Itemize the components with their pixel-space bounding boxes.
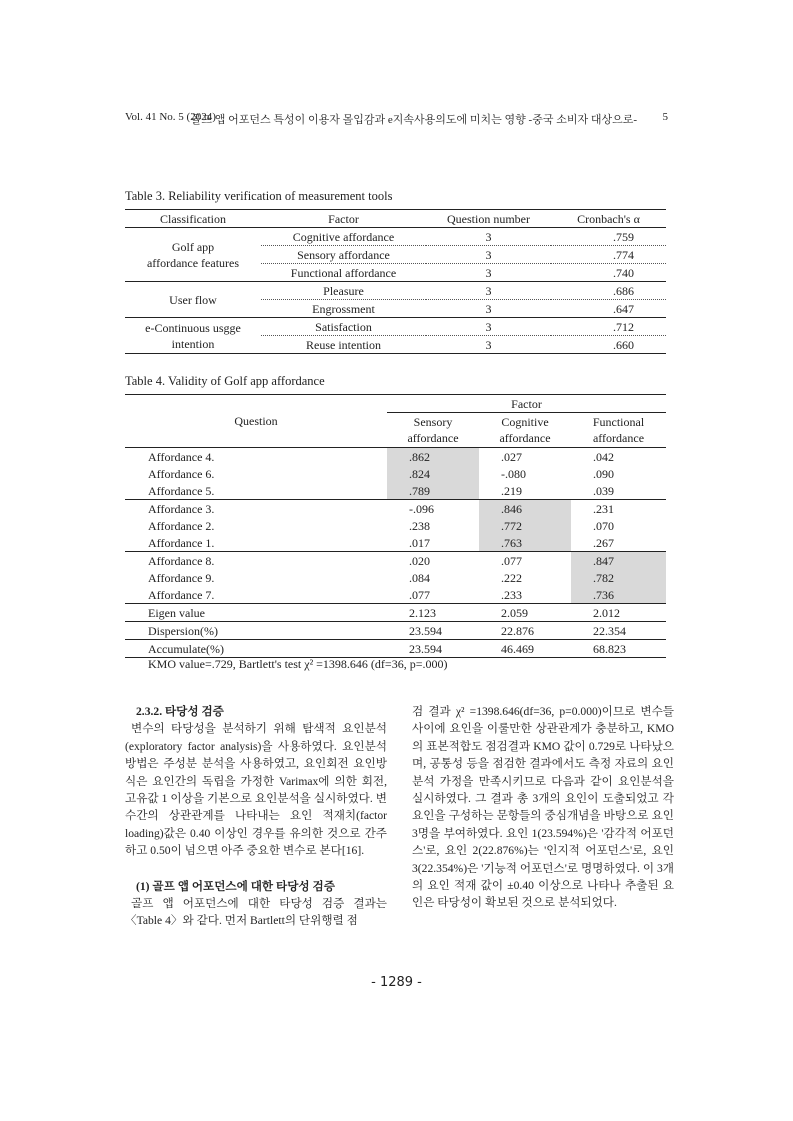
table4-loading: .077 bbox=[501, 553, 522, 568]
running-header-title: 골프 앱 어포던스 특성이 이용자 몰입감과 e지속사용의도에 미치는 영향 -중국 소비자 대상으로- bbox=[190, 114, 637, 126]
table4-summary-value: 22.876 bbox=[479, 622, 571, 640]
table3-factor: Engrossment bbox=[261, 300, 426, 318]
table3-alpha: .774 bbox=[551, 246, 666, 264]
table4-question: Affordance 1. bbox=[125, 534, 387, 552]
table4-summary-value: 46.469 bbox=[479, 640, 571, 658]
table4-column-header: Sensory affordance bbox=[387, 413, 479, 448]
table4-column-header: Cognitive affordance bbox=[479, 413, 571, 448]
table-row bbox=[125, 534, 666, 552]
table4-question: Affordance 3. bbox=[148, 501, 215, 516]
table-row bbox=[125, 465, 666, 482]
table4-factor-header: Factor bbox=[387, 395, 666, 413]
table4-loading: .219 bbox=[479, 482, 571, 500]
table4-loading: .824 bbox=[387, 465, 479, 482]
table4-column-header: Functional affordance bbox=[571, 413, 666, 448]
table4-question-header: Question bbox=[125, 395, 387, 448]
body-paragraph: 골프 앱 어포던스에 대한 타당성 검증 결과는 〈Table 4〉와 같다. 먼저 Bartlett의 단위행렬 점 bbox=[125, 897, 387, 928]
table4-summary-label: Dispersion(%) bbox=[125, 622, 387, 640]
section-heading: 2.3.2. 타당성 검증 bbox=[136, 705, 224, 718]
table-row bbox=[125, 517, 666, 534]
table-row bbox=[125, 228, 666, 246]
table3-column-header: Factor bbox=[261, 210, 426, 228]
table3-alpha: .686 bbox=[551, 282, 666, 300]
table-row bbox=[125, 640, 666, 658]
table3-factor: Satisfaction bbox=[261, 318, 426, 336]
table4-question: Affordance 9. bbox=[148, 570, 215, 585]
table4-question: Affordance 4. bbox=[148, 449, 215, 464]
table4-summary-value: 22.354 bbox=[571, 622, 666, 640]
table4-question: Affordance 2. bbox=[148, 518, 215, 533]
table3-alpha: .660 bbox=[551, 336, 666, 354]
table-row bbox=[125, 448, 666, 466]
table4-summary-label: Eigen value bbox=[125, 604, 387, 622]
table4-loading: .017 bbox=[387, 534, 479, 552]
table4-loading: .847 bbox=[571, 552, 666, 570]
body-left-column bbox=[125, 703, 387, 930]
table4-loading: .772 bbox=[479, 517, 571, 534]
table3-question-number: 3 bbox=[426, 282, 551, 300]
table4-question: Affordance 5. bbox=[125, 482, 387, 500]
table3-question-number: 3 bbox=[426, 336, 551, 354]
table4-question: Affordance 7. bbox=[125, 586, 387, 604]
table4-loading: .238 bbox=[409, 518, 430, 533]
table3-classification: Golf app affordance features bbox=[125, 228, 261, 282]
table4-loading: .039 bbox=[571, 482, 666, 500]
table-row bbox=[125, 586, 666, 604]
table4-validity bbox=[125, 394, 666, 658]
table3-reliability bbox=[125, 209, 666, 354]
table4-loading: .222 bbox=[501, 570, 522, 585]
table3-question-number: 3 bbox=[426, 264, 551, 282]
section-heading: (1) 골프 앱 어포던스에 대한 타당성 검증 bbox=[136, 879, 335, 893]
table4-question: Affordance 6. bbox=[148, 466, 215, 481]
table-row bbox=[125, 282, 666, 300]
table3-question-number: 3 bbox=[426, 246, 551, 264]
table4-loading: .090 bbox=[593, 466, 614, 481]
table3-alpha: .647 bbox=[551, 300, 666, 318]
table4-loading: .070 bbox=[593, 518, 614, 533]
table3-classification: User flow bbox=[125, 282, 261, 318]
table4-loading: .077 bbox=[387, 586, 479, 604]
table-row bbox=[125, 604, 666, 622]
table4-summary-value: 2.123 bbox=[387, 604, 479, 622]
table4-loading: .231 bbox=[593, 501, 614, 516]
table3-alpha: .712 bbox=[551, 318, 666, 336]
table3-column-header: Classification bbox=[125, 210, 261, 228]
table4-loading: .846 bbox=[479, 500, 571, 518]
body-paragraph: 변수의 타당성을 분석하기 위해 탐색적 요인분석(exploratory factor analysis)을 사용하였다. 요인분석 방법은 주성분 분석을 사용하였고, 요인회전 요인방식은 요인간의 독립을 가정한 Varimax에 의한 회전, 고유값 1 이상을 기본으로 요인분석을 실시하였다. 변수간의 상관관계를 나타내는 요인 적재치(factor loading)값은 0.40 이상인 경우를 유의한 것으로 간주하고 0.50이 넘으면 아주 중요한 변수로 본다[16]. bbox=[125, 722, 387, 858]
table4-loading: .027 bbox=[501, 449, 522, 464]
table3-question-number: 3 bbox=[426, 300, 551, 318]
table4-loading: -.080 bbox=[501, 466, 526, 481]
table4-summary-value: 2.012 bbox=[571, 604, 666, 622]
table4-loading: .763 bbox=[479, 534, 571, 552]
running-header-page: 5 bbox=[662, 111, 668, 123]
table3-question-number: 3 bbox=[426, 318, 551, 336]
table4-question: Affordance 8. bbox=[148, 553, 215, 568]
table4-summary-value: 23.594 bbox=[387, 640, 479, 658]
table3-classification: e-Continuous usgge intention bbox=[125, 318, 261, 354]
table3-factor: Sensory affordance bbox=[261, 246, 426, 264]
table3-column-header: Question number bbox=[426, 210, 551, 228]
table4-note: KMO value=.729, Bartlett's test χ² =1398.646 (df=36, p=.000) bbox=[148, 657, 448, 671]
table3-question-number: 3 bbox=[426, 228, 551, 246]
table4-summary-label: Accumulate(%) bbox=[125, 640, 387, 658]
table4-loading: .020 bbox=[409, 553, 430, 568]
table3-header-row bbox=[125, 210, 666, 228]
table4-summary-value: 2.059 bbox=[479, 604, 571, 622]
table4-summary-value: 68.823 bbox=[571, 640, 666, 658]
table3-factor: Cognitive affordance bbox=[261, 228, 426, 246]
table4-loading: .782 bbox=[571, 569, 666, 586]
table-row bbox=[125, 622, 666, 640]
table4-loading: .267 bbox=[571, 534, 666, 552]
table4-header-row bbox=[125, 395, 666, 413]
table-row bbox=[125, 569, 666, 586]
table4-caption: Table 4. Validity of Golf app affordance bbox=[125, 374, 325, 388]
table3-caption: Table 3. Reliability verification of measurement tools bbox=[125, 189, 393, 203]
table3-alpha: .740 bbox=[551, 264, 666, 282]
table4-loading: .862 bbox=[387, 448, 479, 466]
table-row bbox=[125, 482, 666, 500]
table-row bbox=[125, 318, 666, 336]
table4-loading: -.096 bbox=[409, 501, 434, 516]
table4-loading: .736 bbox=[571, 586, 666, 604]
table3-alpha: .759 bbox=[551, 228, 666, 246]
body-right-column: 검 결과 χ² =1398.646(df=36, p=0.000)이므로 변수들 사이에 요인을 이룰만한 상관관계가 충분하고, KMO의 표본적합도 점검결과 KMO 값이 0.729로 나타났으며, 공통성 등을 점검한 결과에서도 측정 자료의 요인분석 가정을 만족시키므로 다음과 같이 요인분석을 실시하였다. 그 결과 총 3개의 요인이 도출되었고 각 요인을 구성하는 문항들의 중심개념을 바탕으로 요인 3명을 부여하였다. 요인 1(23.594%)은 '감각적 어포던스'로, 요인 2(22.876%)는 '인지적 어포던스'로, 요인 3(22.354%)은 '기능적 어포던스'로 명명하였다. 이 3개의 요인 적재 값이 ±0.40 이상으로 나타나 추출된 요인은 타당성이 확보된 것으로 분석되었다. bbox=[412, 705, 674, 910]
table3-factor: Functional affordance bbox=[261, 264, 426, 282]
page-number: - 1289 - bbox=[371, 975, 422, 990]
table3-factor: Reuse intention bbox=[261, 336, 426, 354]
table4-loading: .789 bbox=[387, 482, 479, 500]
table-row bbox=[125, 552, 666, 570]
table4-loading: .233 bbox=[479, 586, 571, 604]
table3-column-header: Cronbach's α bbox=[551, 210, 666, 228]
table3-factor: Pleasure bbox=[261, 282, 426, 300]
running-header-volume: Vol. 41 No. 5 (2024) bbox=[125, 111, 216, 123]
table-row bbox=[125, 500, 666, 518]
table4-loading: .084 bbox=[409, 570, 430, 585]
table4-summary-value: 23.594 bbox=[387, 622, 479, 640]
table4-loading: .042 bbox=[593, 449, 614, 464]
